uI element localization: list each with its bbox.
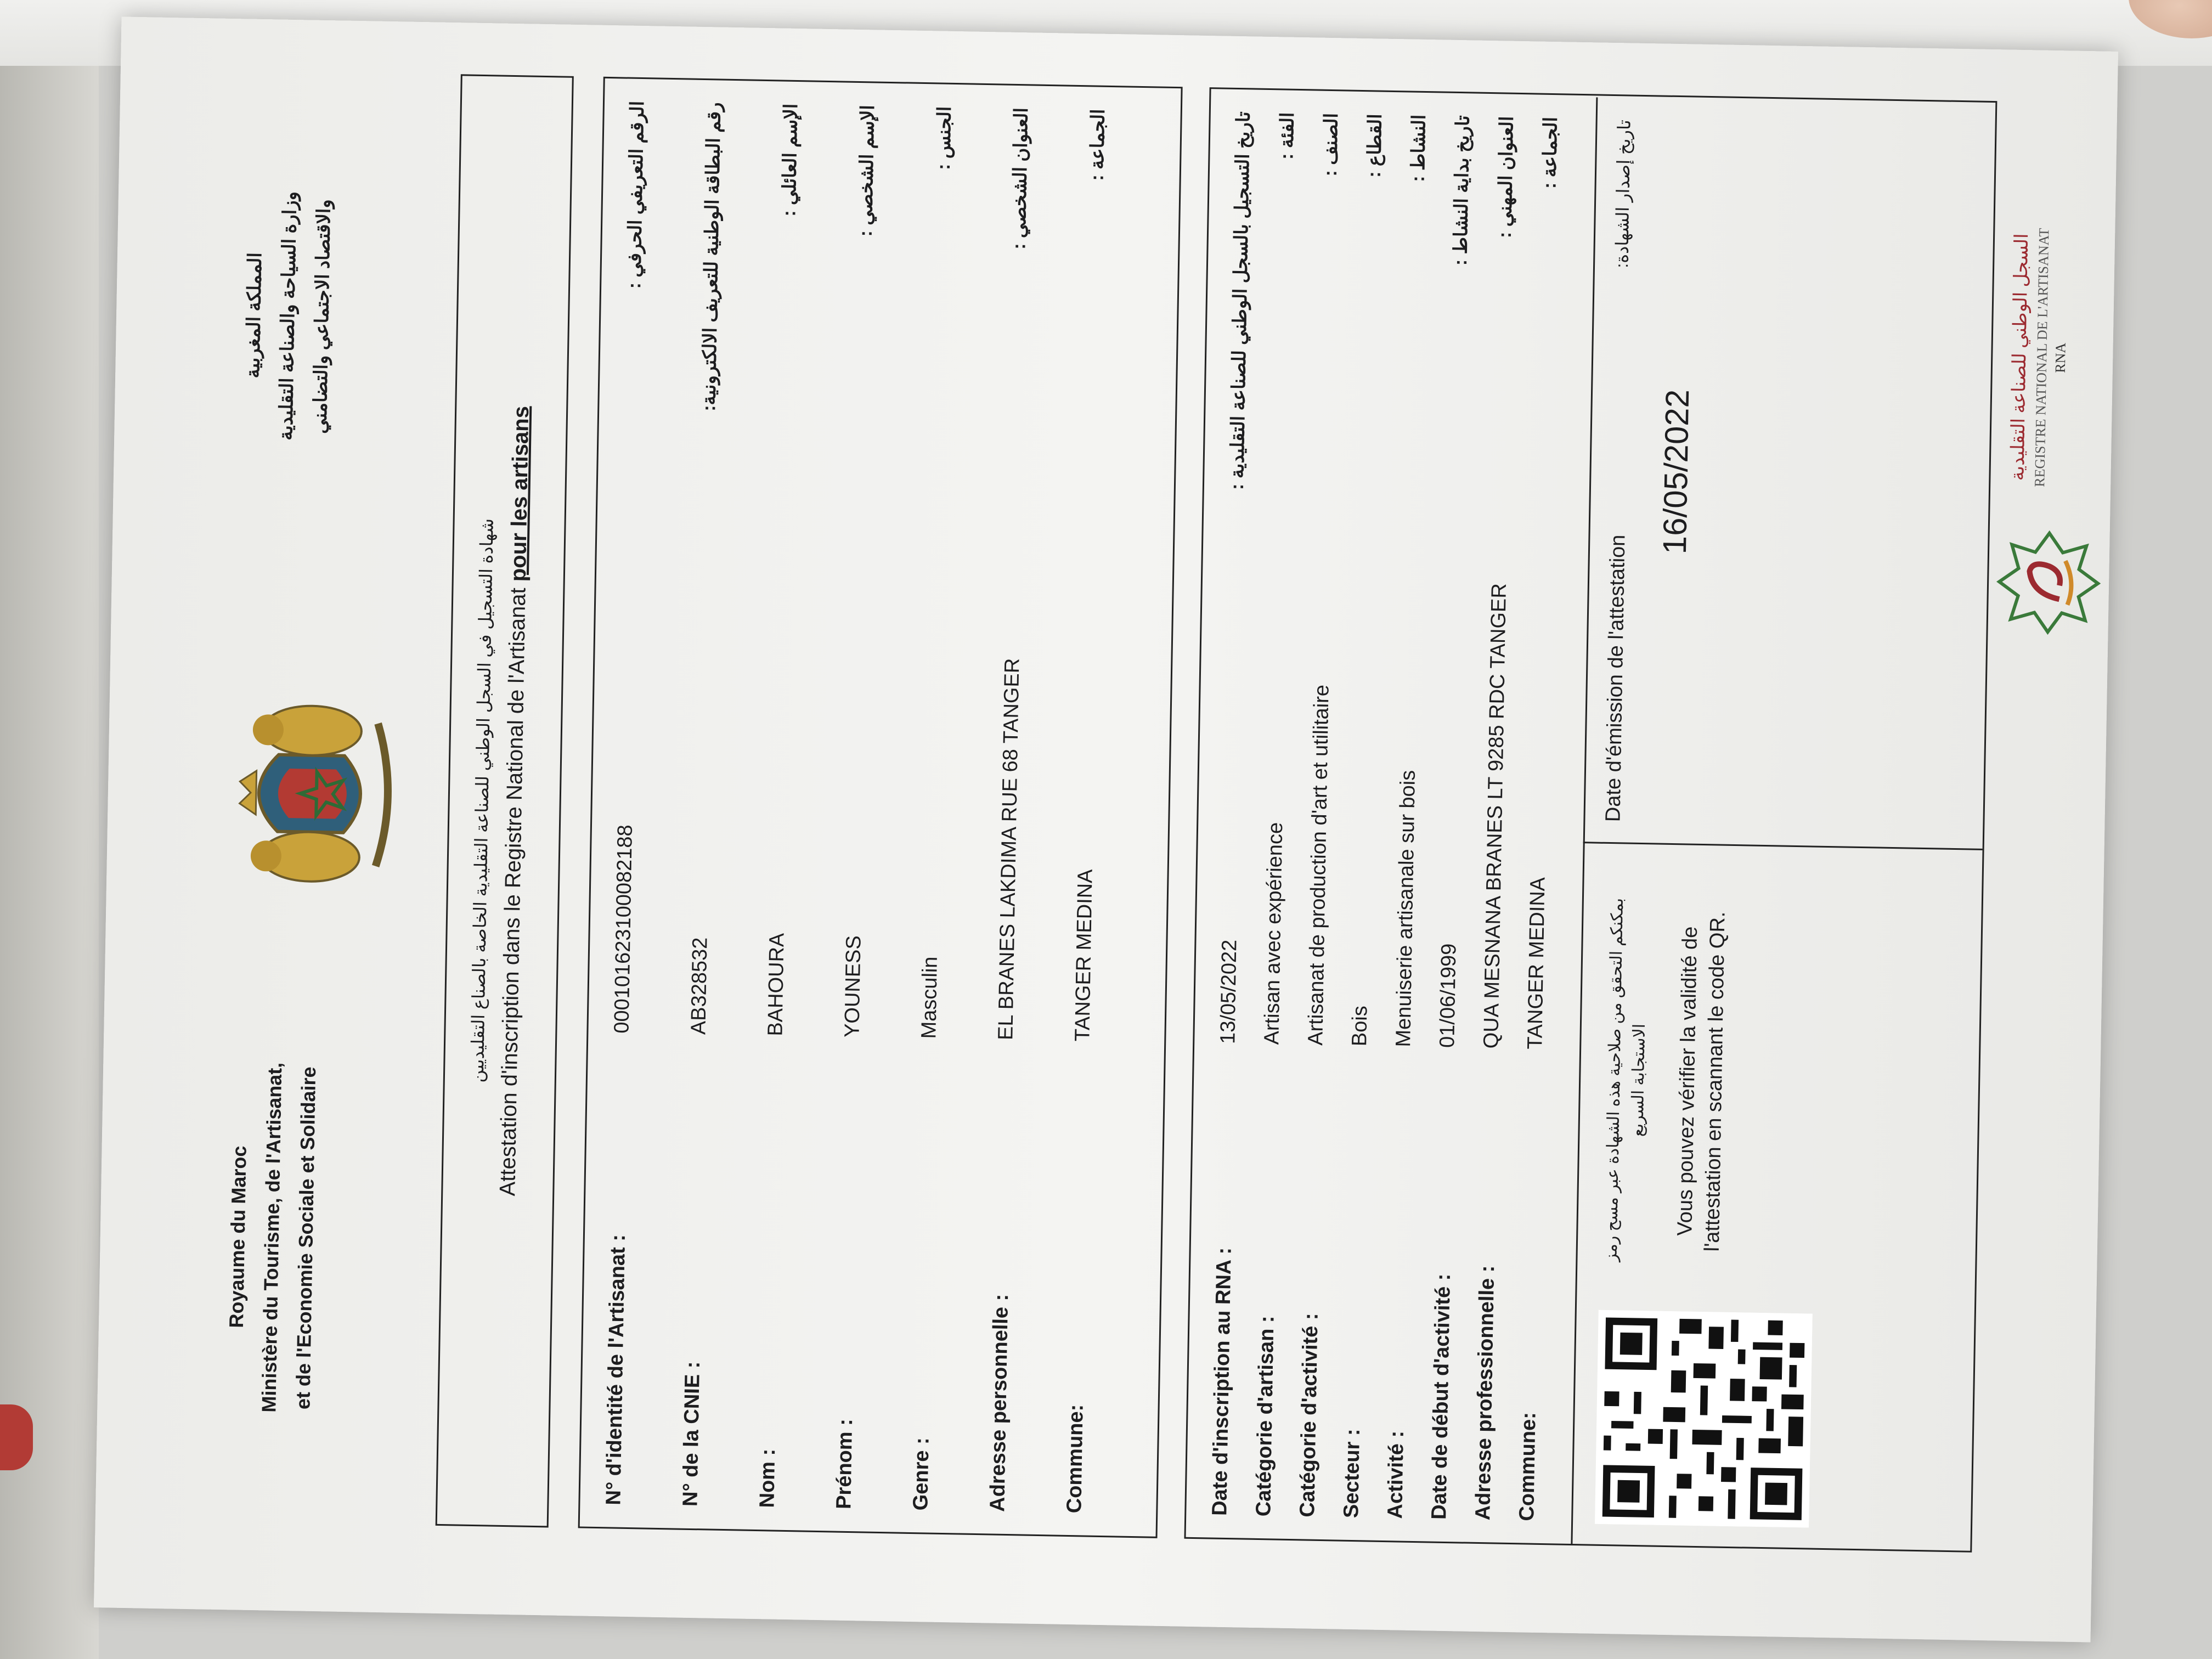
issue-date-panel [1583, 97, 1996, 850]
title-arabic: شهادة التسجيل في السجل الوطني للصناعة التقليدية الخاصة بالصناع التقليديين [467, 518, 497, 1083]
header-fr-line: et de l'Economie Sociale et Solidaire [291, 1066, 320, 1410]
qr-instruction-french: Vous pouvez vérifier la validité de l'attestation en scannant le code QR. [1673, 911, 1730, 1252]
attestation-document [94, 16, 2118, 1642]
field-value: BAHOURA [764, 933, 789, 1036]
field-label-arabic: الفئة : [1276, 112, 1298, 160]
field-label-arabic: النشاط : [1407, 114, 1430, 183]
header-arabic [233, 90, 343, 541]
personal-row [986, 86, 1044, 1534]
title-french-emphasis: pour les artisans [506, 405, 534, 582]
field-label: Genre : [909, 1437, 934, 1511]
field-label: Secteur : [1340, 1429, 1365, 1519]
header-french [217, 990, 328, 1485]
field-value: TANGER MEDINA [1071, 869, 1097, 1042]
royal-coat-of-arms-icon [216, 688, 407, 900]
field-label: Date de début d'activité : [1427, 1273, 1455, 1520]
field-label: Catégorie d'artisan : [1252, 1315, 1279, 1517]
field-value: QUA MESNANA BRANES LT 9285 RDC TANGER [1480, 583, 1511, 1049]
field-label-arabic: الإسم العائلي : [778, 103, 802, 217]
rna-brand [2006, 204, 2072, 512]
field-label: Nom : [755, 1448, 780, 1508]
field-label-arabic: الجماعة : [1086, 109, 1109, 181]
field-value: Masculin [917, 956, 942, 1039]
personal-row [909, 84, 967, 1533]
field-value: YOUNESS [840, 935, 866, 1038]
field-value: Artisan avec expérience [1260, 822, 1288, 1045]
personal-row [832, 83, 890, 1532]
rna-name-french: REGISTRE NATIONAL DE L'ARTISANAT [2032, 228, 2052, 488]
field-label-arabic: تاريخ التسجيل بالسجل الوطني للصناعة التقليدية : [1226, 111, 1254, 490]
qr-instruction-arabic: بمكنكم التحقق من صلاحية هذه الشهادة عبر مسح رمز الاستجابة السريع [1602, 898, 1649, 1262]
rna-logo-icon [1993, 527, 2104, 638]
field-label-arabic: القطاع : [1363, 114, 1386, 178]
issue-date-label: Date d'émission de l'attestation [1601, 534, 1630, 822]
field-label: Commune: [1515, 1412, 1541, 1521]
field-label-arabic: العنوان الشخصي : [1008, 107, 1032, 250]
issue-date-label-arabic: تاريخ إصدار الشهادة: [1612, 119, 1634, 268]
field-label: Adresse professionnelle : [1471, 1265, 1499, 1521]
field-label: Activité : [1384, 1430, 1408, 1519]
field-value: Artisanat de production d'art et utilitaire [1304, 684, 1334, 1046]
field-label-arabic: الرقم التعريفي الحرفي : [624, 100, 648, 289]
field-value: EL BRANES LAKDIMA RUE 68 TANGER [994, 658, 1024, 1041]
personal-row [755, 81, 814, 1530]
field-value: AB328532 [687, 937, 712, 1035]
personal-info-section [578, 77, 1183, 1538]
field-value: TANGER MEDINA [1523, 877, 1550, 1050]
field-label: N° de la CNIE : [679, 1361, 704, 1507]
field-value: 13/05/2022 [1216, 939, 1242, 1045]
header-fr-line: Ministère du Tourisme, de l'Artisanat, [257, 1062, 286, 1413]
personal-row [679, 80, 737, 1529]
field-label-arabic: الصنف : [1319, 112, 1342, 177]
field-label-arabic: تاريخ بداية النشاط : [1450, 115, 1474, 266]
header-ar-line: وزارة السياحة والصناعة التقليدية [275, 191, 301, 441]
field-label-arabic: الجماعة : [1539, 116, 1561, 189]
field-label: Adresse personnelle : [986, 1294, 1013, 1513]
personal-row [602, 79, 660, 1528]
title-box [436, 74, 574, 1527]
field-label-arabic: العنوان المهني : [1494, 116, 1517, 239]
background-object [0, 1404, 33, 1470]
field-label: Date d'inscription au RNA : [1208, 1247, 1236, 1516]
rna-name-arabic: السجل الوطني للصناعة التقليدية [2007, 233, 2033, 481]
header-ar-line: والاقتصاد الاجتماعي والتضامني [309, 199, 335, 435]
field-label: Commune: [1063, 1404, 1088, 1514]
field-label: N° d'identité de l'Artisanat : [602, 1234, 630, 1505]
issue-date-value: 16/05/2022 [1656, 389, 1696, 555]
field-value: Menuiserie artisanale sur bois [1392, 770, 1420, 1047]
field-value: 01/06/1999 [1436, 943, 1461, 1048]
title-french-main: Attestation d'inscription dans le Registre National de l'Artisanat [495, 581, 531, 1197]
field-label-arabic: الجنس : [933, 106, 955, 171]
field-label: Prénom : [832, 1418, 857, 1510]
header-fr-line: Royaume du Maroc [224, 1146, 251, 1328]
qr-code-icon[interactable] [1595, 1310, 1813, 1528]
field-value: Bois [1348, 1005, 1372, 1047]
field-label-arabic: الإسم الشخصي : [855, 104, 878, 237]
header-ar-line: المملكة المغربية [242, 252, 266, 379]
qr-verification-panel [1571, 842, 1982, 1553]
field-label: Catégorie d'activité : [1296, 1313, 1323, 1517]
field-value: 000101623100082188 [610, 824, 637, 1034]
rna-abbreviation: RNA [2052, 342, 2069, 373]
personal-row [1063, 87, 1121, 1536]
field-label-arabic: رقم البطاقة الوطنية للتعريف الالكترونية: [698, 102, 725, 412]
